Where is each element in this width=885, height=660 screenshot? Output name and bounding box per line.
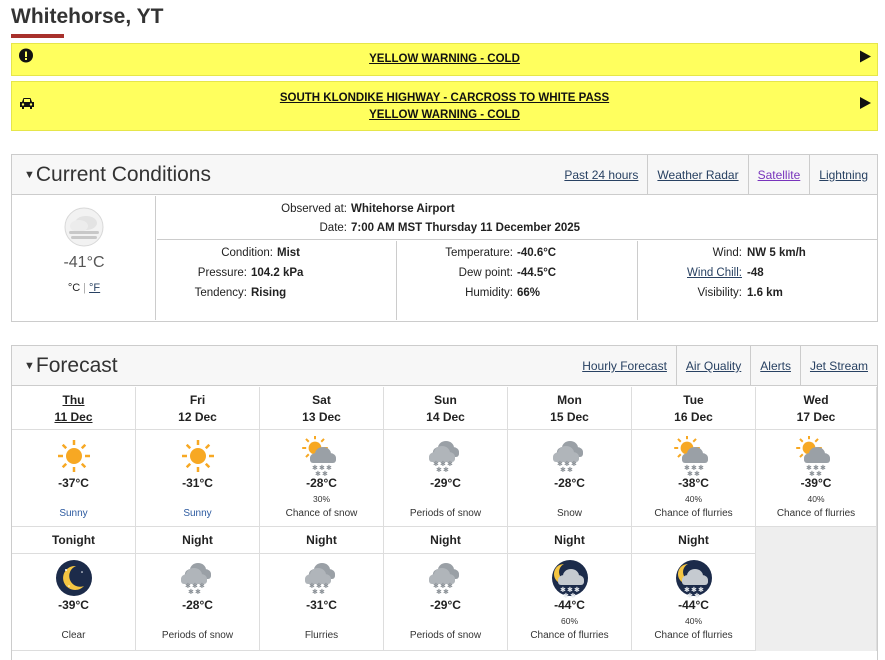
forecast-title[interactable]: ▼Forecast: [24, 354, 118, 377]
forecast-day-cell: [136, 430, 260, 527]
day-date[interactable]: 15 Dec: [550, 410, 589, 424]
wind-label: Wind:: [712, 247, 742, 259]
svg-text:✱: ✱: [442, 466, 449, 474]
warning-link-line1[interactable]: SOUTH KLONDIKE HIGHWAY - CARCROSS TO WHITE PASS: [279, 92, 610, 104]
jet-stream-link[interactable]: Jet Stream: [800, 346, 877, 386]
forecast-summary: Snow: [556, 508, 582, 519]
svg-text:✱: ✱: [308, 582, 315, 590]
svg-text:✱: ✱: [439, 460, 446, 468]
forecast-pop: 40%: [807, 494, 825, 504]
svg-text:✱: ✱: [683, 464, 690, 472]
forecast-pop: 30%: [312, 494, 330, 504]
forecast-summary: Chance of snow: [285, 508, 358, 519]
forecast-pop: 60%: [560, 616, 578, 626]
sunny-icon: [12, 436, 135, 476]
humidity-value: 66%: [517, 287, 541, 299]
forecast-pop: 40%: [684, 494, 702, 504]
mist-icon: [63, 206, 105, 253]
forecast-pop: [384, 494, 507, 504]
wind-chill-link[interactable]: Wind Chill:: [687, 267, 742, 279]
svg-text:✱: ✱: [191, 582, 198, 590]
satellite-link[interactable]: Satellite: [748, 155, 810, 195]
svg-text:✱: ✱: [314, 470, 321, 476]
sun-cloud-snow-icon: [756, 436, 876, 476]
current-summary: [12, 196, 156, 320]
unit-toggle: °C | °F: [67, 282, 101, 294]
forecast-night-header: [508, 527, 632, 554]
day-date[interactable]: 13 Dec: [302, 410, 341, 424]
forecast-temp: -28°C: [182, 598, 213, 612]
svg-text:✱: ✱: [322, 582, 329, 590]
caret-down-icon: ▼: [24, 360, 35, 373]
forecast-links: [573, 346, 877, 386]
caret-down-icon: ▼: [24, 169, 35, 182]
visibility-value: 1.6 km: [747, 287, 783, 299]
svg-text:✱: ✱: [435, 588, 442, 596]
svg-text:✱: ✱: [573, 586, 580, 594]
forecast-summary: Flurries: [304, 630, 339, 641]
air-quality-link[interactable]: Air Quality: [676, 346, 750, 386]
svg-text:✱: ✱: [570, 460, 577, 468]
hourly-forecast-link[interactable]: Hourly Forecast: [582, 359, 667, 373]
lightning-link[interactable]: Lightning: [809, 155, 877, 195]
title-underline: [11, 34, 64, 38]
night-label: Night: [430, 533, 461, 547]
forecast-day-header: [756, 387, 877, 430]
day-name[interactable]: Tue: [683, 393, 704, 407]
forecast-temp: -38°C: [678, 476, 709, 490]
forecast-summary: Chance of flurries: [776, 508, 856, 519]
current-conditions-title[interactable]: ▼Current Conditions: [24, 163, 211, 186]
conditions-column-2: [398, 241, 638, 320]
svg-text:✱: ✱: [187, 588, 194, 596]
svg-text:✱: ✱: [569, 592, 576, 598]
svg-text:✱: ✱: [686, 592, 693, 598]
forecast-day-header: [136, 387, 260, 430]
svg-text:✱: ✱: [432, 460, 439, 468]
day-date[interactable]: 11 Dec: [54, 410, 93, 424]
forecast-pop: [12, 494, 135, 504]
tendency-label: Tendency:: [194, 287, 247, 299]
svg-text:✱: ✱: [442, 588, 449, 596]
forecast-day-cell: [756, 430, 877, 527]
forecast-temp: -28°C: [306, 476, 337, 490]
forecast-night-cell: [260, 554, 384, 651]
forecast-temp: -44°C: [678, 598, 709, 612]
forecast-temp: -39°C: [800, 476, 832, 490]
warning-link-line2[interactable]: YELLOW WARNING - COLD: [369, 109, 520, 121]
forecast-day-cell: [260, 430, 384, 527]
svg-text:✱: ✱: [693, 592, 700, 598]
forecast-summary: Periods of snow: [409, 630, 482, 641]
day-date[interactable]: 16 Dec: [674, 410, 713, 424]
svg-text:✱: ✱: [559, 466, 566, 474]
forecast-night-header: [632, 527, 756, 554]
night-label: Night: [678, 533, 709, 547]
svg-text:✱: ✱: [325, 464, 332, 472]
night-cloud-snow-icon: [508, 558, 631, 598]
weather-radar-link[interactable]: Weather Radar: [647, 155, 747, 195]
forecast-pop: [12, 616, 135, 626]
car-icon: [19, 97, 35, 115]
date-label: Date:: [319, 222, 347, 234]
forecast-summary: Chance of flurries: [530, 630, 609, 641]
observed-at-label: Observed at:: [281, 203, 347, 215]
night-label: Night: [182, 533, 213, 547]
forecast-pop: [508, 494, 631, 504]
svg-text:✱: ✱: [559, 586, 566, 594]
forecast-panel: [11, 345, 878, 660]
visibility-label: Visibility:: [697, 287, 742, 299]
observation-info: [157, 196, 878, 240]
forecast-night-header: [384, 527, 508, 554]
svg-text:✱: ✱: [697, 464, 704, 472]
day-date[interactable]: 17 Dec: [796, 410, 836, 424]
svg-text:✱: ✱: [686, 470, 693, 476]
current-temperature: -41°C: [63, 254, 105, 271]
night-label: Tonight: [51, 533, 96, 547]
day-name[interactable]: Fri: [189, 393, 206, 407]
dew-point-value: -44.5°C: [517, 267, 557, 279]
svg-text:✱: ✱: [809, 470, 815, 476]
dew-point-label: Dew point:: [458, 267, 513, 279]
forecast-empty-cell: [756, 527, 877, 651]
forecast-pop: [384, 616, 507, 626]
wind-value: NW 5 km/h: [747, 247, 806, 259]
svg-text:✱: ✱: [318, 464, 325, 472]
alert-icon: [19, 44, 33, 75]
forecast-pop: [260, 616, 383, 626]
cloud-snow-icon: [508, 436, 631, 476]
sun-cloud-snow-icon: [260, 436, 383, 476]
wind-chill-value: -48: [747, 267, 764, 279]
svg-text:✱: ✱: [690, 586, 697, 594]
svg-text:✱: ✱: [321, 470, 328, 476]
past-24-hours-link[interactable]: Past 24 hours: [564, 168, 639, 182]
svg-text:✱: ✱: [697, 586, 704, 594]
forecast-day-cell: [632, 430, 756, 527]
forecast-night-header: [260, 527, 384, 554]
night-label: Night: [554, 533, 585, 547]
forecast-night-cell: [384, 554, 508, 651]
play-arrow-icon[interactable]: [860, 97, 871, 115]
cloud-snow-icon: [260, 558, 383, 598]
svg-text:✱: ✱: [820, 464, 826, 472]
svg-text:✱: ✱: [194, 588, 201, 596]
forecast-day-header: [632, 387, 756, 430]
svg-text:✱: ✱: [184, 582, 191, 590]
forecast-temp: -31°C: [182, 476, 213, 490]
forecast-night-cell: [508, 554, 632, 651]
day-name[interactable]: Wed: [803, 393, 829, 407]
forecast-temp: -28°C: [554, 476, 585, 490]
forecast-temp: -44°C: [554, 598, 585, 612]
svg-text:✱: ✱: [432, 582, 439, 590]
day-name[interactable]: Sat: [312, 393, 331, 407]
day-date[interactable]: 12 Dec: [178, 410, 217, 424]
current-links: [555, 155, 877, 195]
forecast-night-cell: [632, 554, 756, 651]
temperature-label: Temperature:: [445, 247, 513, 259]
forecast-temp: -31°C: [306, 598, 337, 612]
forecast-temp: -37°C: [58, 476, 89, 490]
forecast-temp: -29°C: [430, 476, 461, 490]
forecast-day-header: [260, 387, 384, 430]
forecast-summary: Periods of snow: [409, 508, 482, 519]
forecast-summary: Clear: [61, 630, 86, 641]
forecast-day-header: [12, 387, 136, 430]
day-date[interactable]: 14 Dec: [426, 410, 465, 424]
sun-cloud-snow-icon: [632, 436, 755, 476]
unit-celsius: °C: [67, 282, 81, 294]
observed-at-value: Whitehorse Airport: [351, 203, 455, 215]
condition-label: Condition:: [221, 247, 273, 259]
svg-text:✱: ✱: [315, 582, 322, 590]
forecast-day-header: [384, 387, 508, 430]
svg-text:✱: ✱: [683, 586, 690, 594]
forecast-summary: Periods of snow: [161, 630, 234, 641]
svg-text:✱: ✱: [566, 586, 573, 594]
forecast-night-cell: [136, 554, 260, 651]
clear-night-icon: [12, 558, 135, 598]
sunny-icon: [136, 436, 259, 476]
forecast-pop: [136, 494, 259, 504]
svg-text:✱: ✱: [446, 460, 453, 468]
forecast-pop: [136, 616, 259, 626]
current-conditions-header: [12, 155, 877, 195]
forecast-summary: Sunny: [59, 508, 88, 519]
forecast-day-cell: [384, 430, 508, 527]
night-label: Night: [306, 533, 337, 547]
svg-text:✱: ✱: [318, 588, 325, 596]
alerts-link[interactable]: Alerts: [750, 346, 800, 386]
svg-text:✱: ✱: [311, 464, 318, 472]
night-cloud-snow-icon: [632, 558, 755, 598]
day-name[interactable]: Mon: [557, 393, 582, 407]
forecast-day-cell: [12, 430, 136, 527]
forecast-header: [12, 346, 877, 386]
play-arrow-icon[interactable]: [860, 44, 871, 75]
svg-text:✱: ✱: [198, 582, 205, 590]
svg-text:✱: ✱: [813, 464, 819, 472]
svg-text:✱: ✱: [816, 470, 822, 476]
forecast-night-header: [12, 527, 136, 554]
forecast-summary: Sunny: [183, 508, 212, 519]
forecast-night-header: [136, 527, 260, 554]
pressure-value: 104.2 kPa: [251, 267, 304, 279]
svg-text:✱: ✱: [435, 466, 442, 474]
svg-text:✱: ✱: [556, 460, 563, 468]
current-conditions-panel: [11, 154, 878, 322]
svg-text:✱: ✱: [806, 464, 812, 472]
forecast-summary: Chance of flurries: [654, 630, 733, 641]
svg-text:✱: ✱: [563, 460, 570, 468]
forecast-day-cell: [508, 430, 632, 527]
forecast-summary: Chance of flurries: [654, 508, 733, 519]
condition-value: Mist: [277, 247, 300, 259]
forecast-pop: 40%: [684, 616, 702, 626]
warning-banner-cold[interactable]: [11, 43, 878, 76]
humidity-label: Humidity:: [465, 287, 513, 299]
svg-text:✱: ✱: [446, 582, 453, 590]
svg-text:✱: ✱: [562, 592, 569, 598]
unit-fahrenheit-link[interactable]: °F: [89, 282, 101, 294]
forecast-temp: -29°C: [430, 598, 461, 612]
date-value: 7:00 AM MST Thursday 11 December 2025: [351, 222, 581, 234]
temperature-value: -40.6°C: [517, 247, 557, 259]
warning-banner-highway[interactable]: [11, 81, 878, 131]
forecast-day-header: [508, 387, 632, 430]
conditions-column-1: [157, 241, 397, 320]
svg-text:✱: ✱: [693, 470, 700, 476]
pressure-label: Pressure:: [197, 267, 247, 279]
page-title: Whitehorse, YT: [11, 5, 164, 28]
svg-text:✱: ✱: [439, 582, 446, 590]
svg-text:✱: ✱: [311, 588, 318, 596]
forecast-temp: -39°C: [58, 598, 89, 612]
cloud-snow-icon: [136, 558, 259, 598]
day-name[interactable]: Thu: [62, 393, 85, 407]
forecast-night-cell: [12, 554, 136, 651]
cloud-snow-icon: [384, 558, 507, 598]
warning-link[interactable]: YELLOW WARNING - COLD: [369, 53, 520, 65]
svg-text:✱: ✱: [566, 466, 573, 474]
conditions-column-3: [639, 241, 878, 320]
tendency-value: Rising: [251, 287, 287, 299]
svg-text:✱: ✱: [690, 464, 697, 472]
cloud-snow-icon: [384, 436, 507, 476]
day-name[interactable]: Sun: [434, 393, 457, 407]
